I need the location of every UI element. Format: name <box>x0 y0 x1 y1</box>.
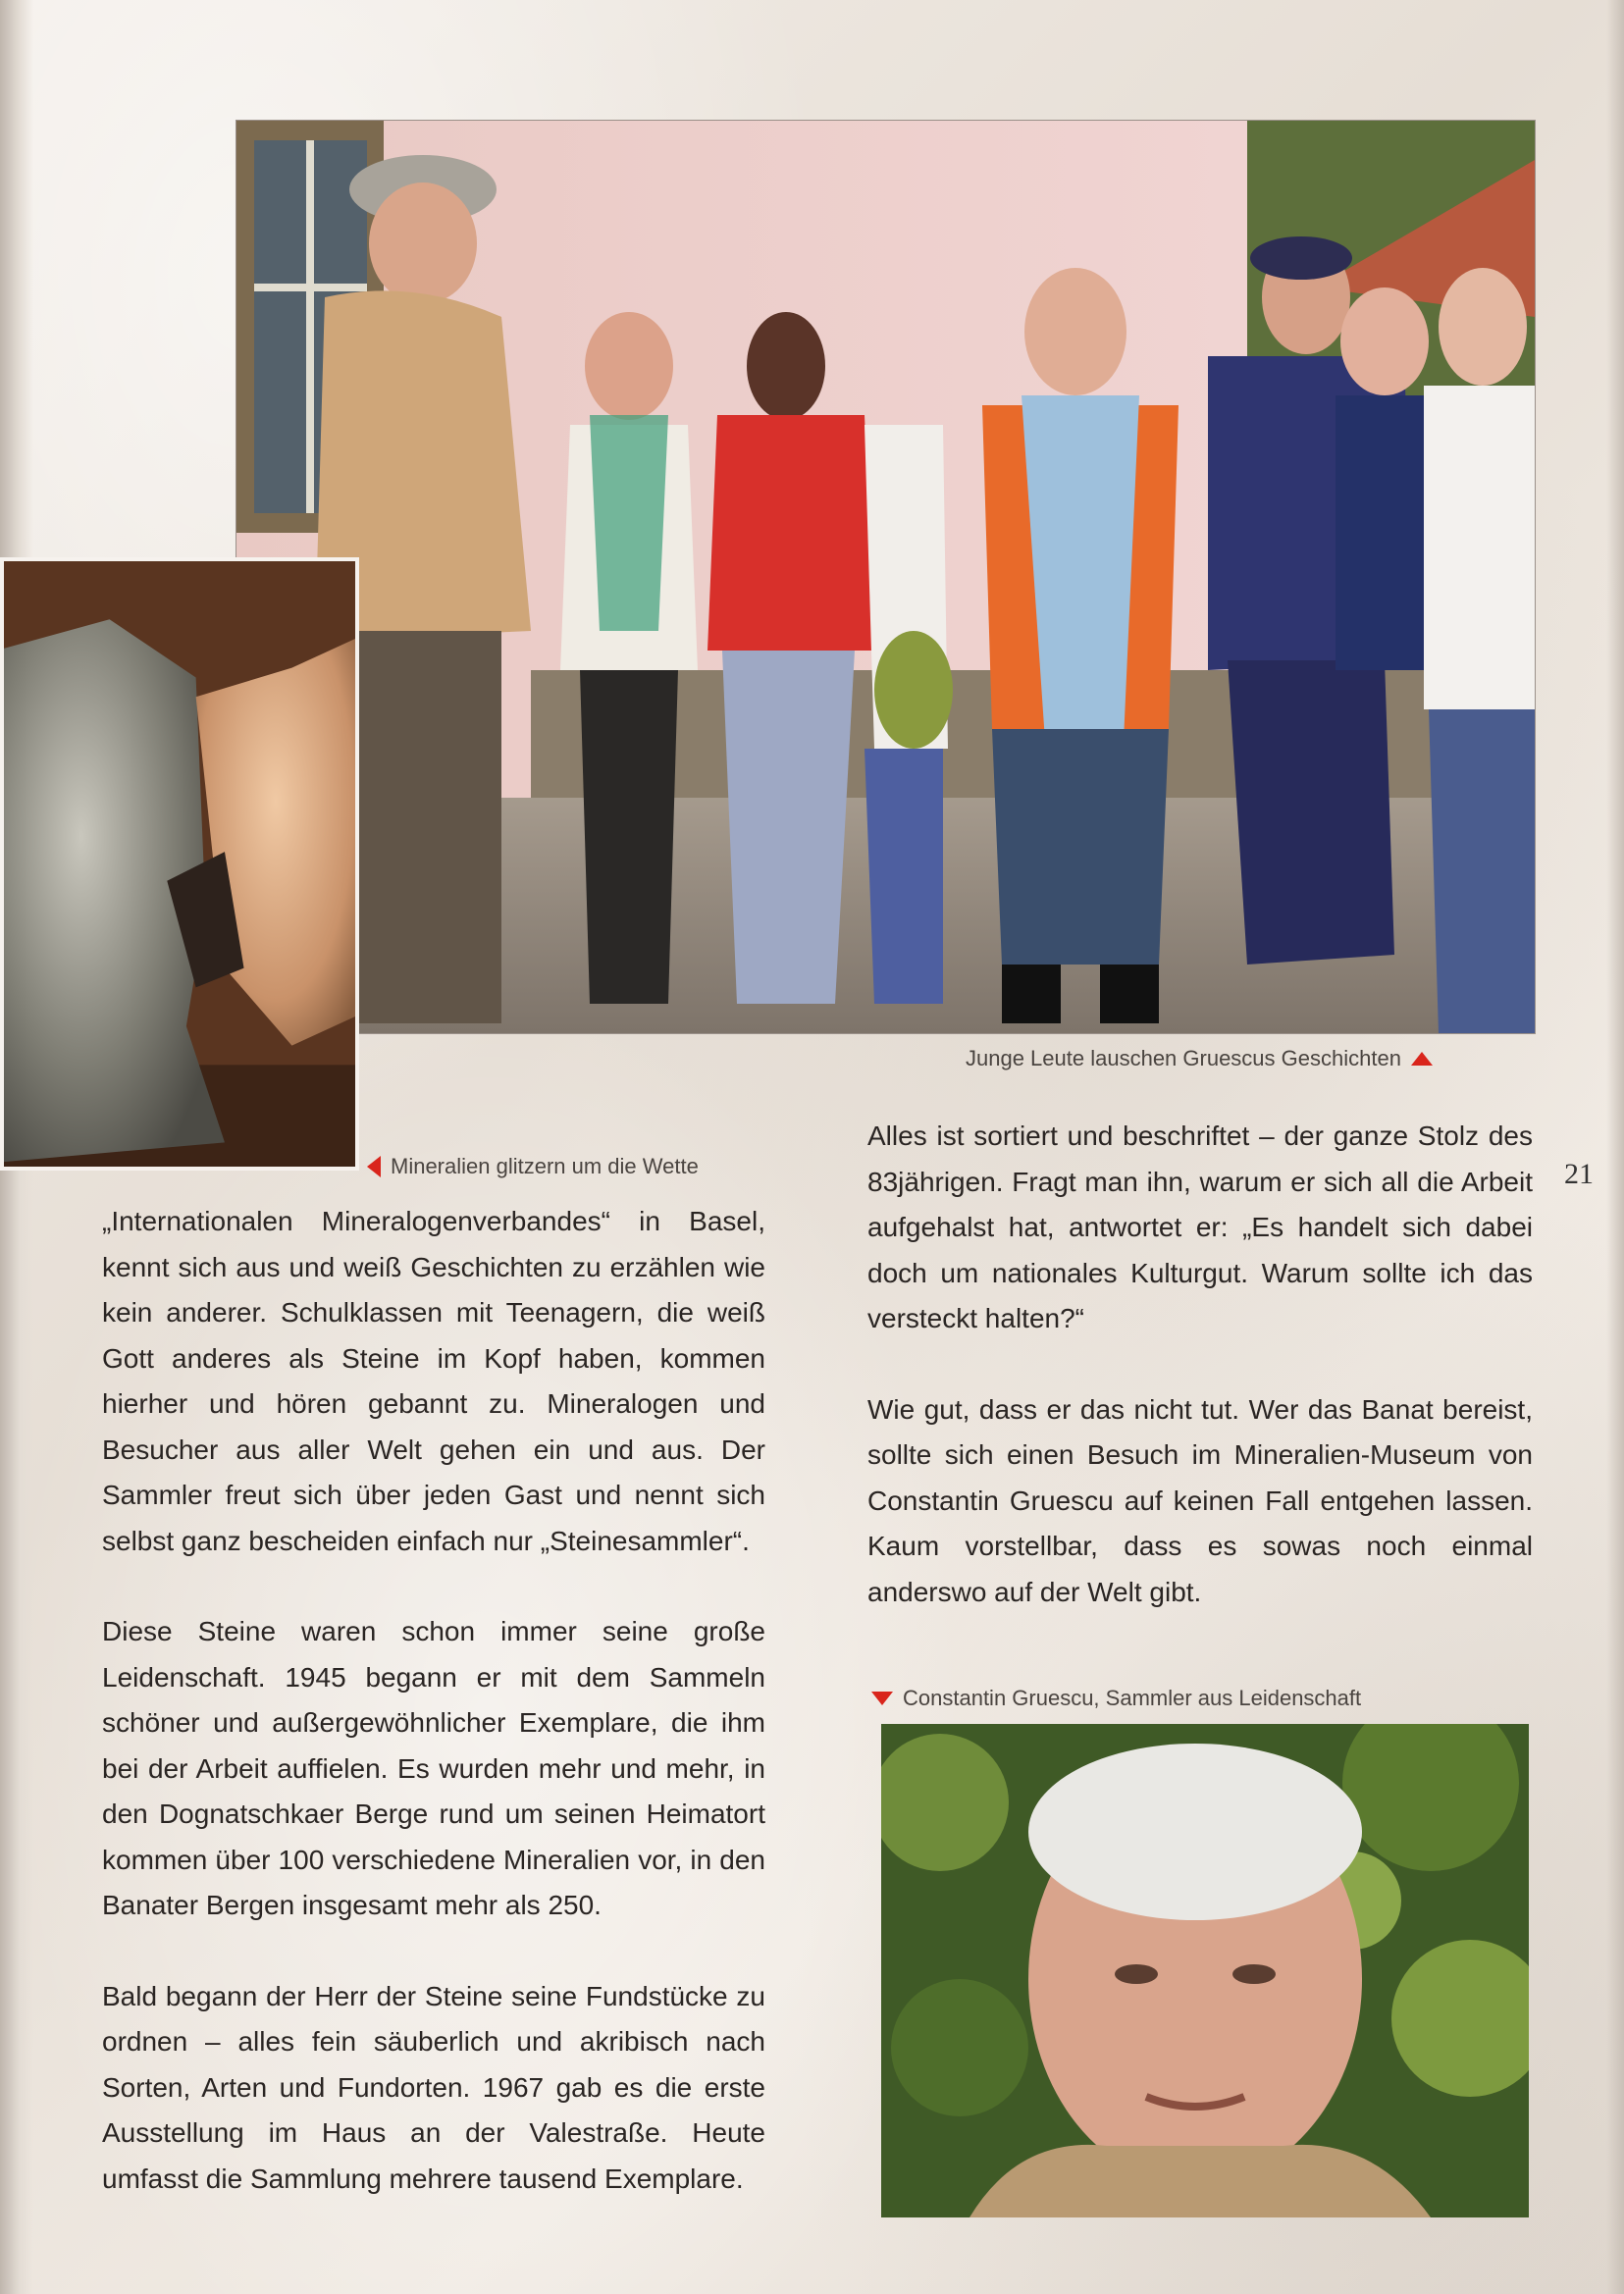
caption-group-text: Junge Leute lauschen Gruescus Geschichten <box>966 1046 1401 1070</box>
caption-triangle-up-icon <box>1411 1052 1433 1066</box>
caption-portrait-photo <box>871 1686 1361 1711</box>
article-right-column <box>867 1114 1533 1660</box>
caption-portrait-text: Constantin Gruescu, Sammler aus Leidenschaft <box>903 1686 1362 1710</box>
caption-minerals-text: Mineralien glitzern um die Wette <box>391 1154 699 1178</box>
article-left-column <box>102 1199 765 2247</box>
caption-triangle-left-icon <box>367 1156 381 1177</box>
paragraph: Diese Steine waren schon immer seine große Leidenschaft. 1945 begann er mit dem Sammeln schöner und außergewöhnlicher Exemplare, die ihm bei der Arbeit auffielen. Es wurden mehr und mehr, in den Dognatschkaer Berge rund um seinen Heimatort kommen über 100 verschiedene Mineralien vor, in den Banater Bergen insgesamt mehr als 250. <box>102 1616 765 1920</box>
paragraph: Alles ist sortiert und beschriftet – der ganze Stolz des 83jährigen. Fragt man ihn, warum er sich all die Arbeit aufgehalst hat, antwortet er: „Es handelt sich dabei doch um nationales Kulturgut. Warum sollte ich das versteckt halten?“ <box>867 1121 1533 1333</box>
paragraph: Wie gut, dass er das nicht tut. Wer das Banat bereist, sollte sich einen Besuch im Mineralien-Museum von Constantin Gruescu auf keinen Fall entgehen lassen. Kaum vorstellbar, dass es sowas noch einmal anderswo auf der Welt gibt. <box>867 1393 1533 1607</box>
photo-minerals <box>0 557 359 1171</box>
paragraph: Bald begann der Herr der Steine seine Fundstücke zu ordnen – alles fein säuberlich und akribisch nach Sorten, Arten und Fundorten. 1967 gab es die erste Ausstellung im Haus an der Valestraße. Heute umfasst die Sammlung mehrere tausend Exemplare. <box>102 1980 765 2194</box>
photo-young-people-listening <box>236 120 1536 1034</box>
caption-group-photo <box>966 1046 1433 1071</box>
page-number: 21 <box>1564 1158 1594 1190</box>
paragraph: „Internationalen Mineralogenverbandes“ in Basel, kennt sich aus und weiß Geschichten zu erzählen wie kein anderer. Schulklassen mit Teenagern, die weiß Gott anderes als Steine im Kopf haben, kommen hierher und hören gebannt zu. Mineralogen und Besucher aus aller Welt gehen ein und aus. Der Sammler freut sich über jeden Gast und nennt sich selbst ganz bescheiden einfach nur „Steinesammler“. <box>102 1206 765 1556</box>
page-edge-shadow <box>1606 0 1624 2294</box>
caption-triangle-down-icon <box>871 1692 893 1705</box>
photo-portrait-constantin-gruescu <box>881 1724 1529 2217</box>
caption-minerals-photo <box>367 1154 699 1179</box>
